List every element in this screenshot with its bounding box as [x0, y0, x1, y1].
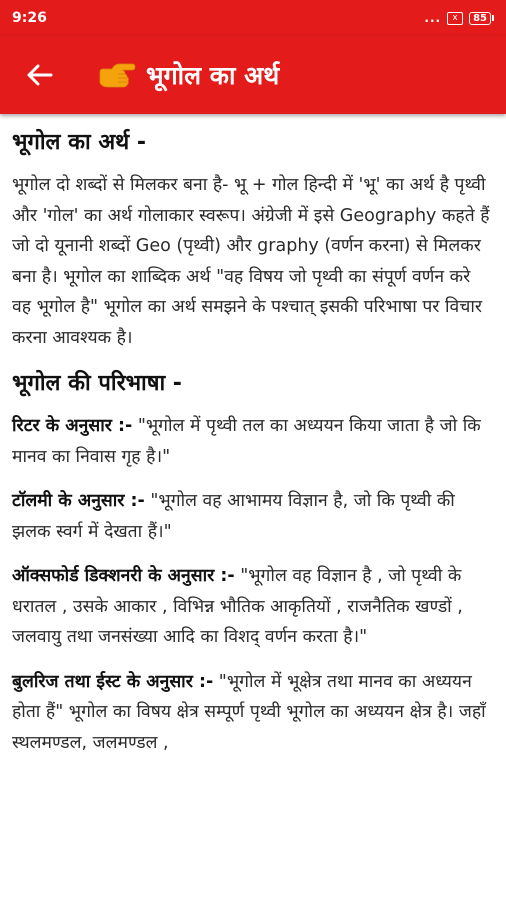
definition-ptolemy [12, 486, 492, 547]
definition-text: "भूगोल वह आभामय विज्ञान है, जो कि पृथ्वी की झलक स्वर्ग में देखता हैं।" [12, 491, 455, 542]
article-content[interactable] [0, 114, 506, 900]
definition-label: बुलरिज तथा ईस्ट के अनुसार :- [12, 671, 214, 692]
definition-label: टॉलमी के अनुसार :- [12, 491, 145, 511]
status-bar [0, 0, 506, 36]
sim-icon: x [447, 12, 463, 25]
definition-ritter [12, 411, 492, 472]
definition-text: "भूगोल में पृथ्वी तल का अध्ययन किया जाता है जो कि मानव का निवास गृह है।" [12, 416, 481, 467]
arrow-left-icon [27, 64, 53, 86]
battery-icon [469, 12, 494, 25]
page-title: भूगोल का अर्थ [146, 61, 280, 90]
section-heading-definition: भूगोल की परिभाषा - [12, 371, 182, 396]
definition-label: रिटर के अनुसार :- [12, 416, 133, 436]
status-icons [424, 11, 494, 25]
definition-bullridge-east [12, 667, 492, 759]
battery-tip [492, 15, 494, 21]
notification-dots-icon: ... [424, 11, 442, 25]
battery-level: 85 [469, 12, 491, 25]
pointing-hand-icon [98, 60, 136, 90]
back-button[interactable] [0, 36, 80, 114]
paragraph-meaning: भूगोल दो शब्दों से मिलकर बना है- भू + गोल हिन्दी में 'भू' का अर्थ है पृथ्वी और 'गोल' का अर्थ गोलाकार स्वरूप। अंग्रेजी में इसे Geography कहते हैं जो दो यूनानी शब्दों Geo (पृथ्वी) और graphy (वर्णन करना) से मिलकर बना है। भूगोल का शाब्दिक अर्थ "वह विषय जो पृथ्वी का संपूर्ण वर्णन करे वह भूगोल है" भूगोल का अर्थ समझने के पश्चात् इसकी परिभाषा पर विचार करना आवश्यक है। [12, 175, 490, 348]
status-time: 9:26 [12, 10, 47, 26]
definition-label: ऑक्सफोर्ड डिक्शनरी के अनुसार :- [12, 566, 235, 586]
definition-oxford [12, 561, 492, 653]
app-bar [0, 36, 506, 114]
definition-text: "भूगोल वह विज्ञान है , जो पृथ्वी के धरातल , उसके आकार , विभिन्न भौतिक आकृतियों , राजनैतिक खण्डों , जलवायु तथा जनसंख्या आदि का विशद् वर्णन करता है।" [12, 566, 463, 647]
section-heading-meaning: भूगोल का अर्थ - [12, 130, 147, 155]
definition-text: "भूगोल में भूक्षेत्र तथा मानव का अध्ययन होता हैं" भूगोल का विषय क्षेत्र सम्पूर्ण पृथ्वी भूगोल का अध्ययन क्षेत्र है। जहाँ स्थलमण्डल, जलमण्डल , [12, 671, 486, 753]
